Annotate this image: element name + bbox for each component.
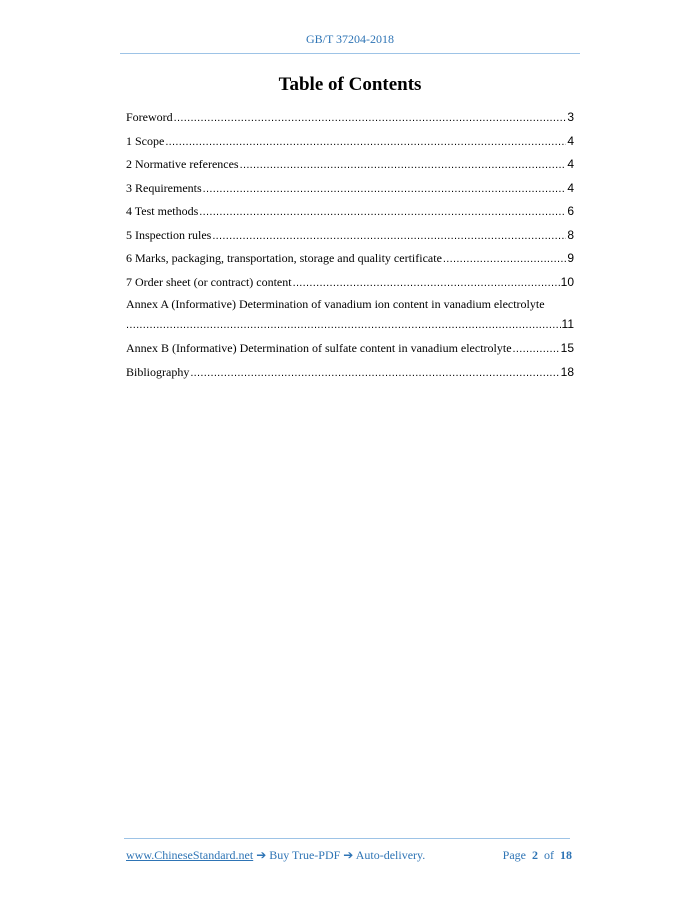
site-link[interactable]: www.ChineseStandard.net: [126, 848, 254, 862]
toc-title: Table of Contents: [278, 74, 422, 95]
toc-entry-scope[interactable]: [126, 130, 574, 154]
toc-entry-label: 6 Marks, packaging, transportation, storage and quality certificate: [126, 251, 442, 265]
toc-entry-page: 11: [561, 317, 574, 331]
dot-leader: [165, 131, 566, 154]
toc-entry-order-sheet[interactable]: [126, 271, 574, 295]
toc-entry-label: Annex B (Informative) Determination of sulfate content in vanadium electrolyte: [126, 341, 512, 355]
page-current: 2: [532, 848, 538, 862]
toc-entry-continuation: [126, 314, 574, 334]
dot-leader: [443, 248, 566, 271]
toc-entry-normative-references[interactable]: [126, 153, 574, 177]
toc-entry-bibliography[interactable]: [126, 361, 574, 385]
page-number: [503, 848, 572, 863]
toc-entry-annex-b[interactable]: [126, 337, 574, 361]
dot-leader: [174, 107, 567, 130]
toc-entry-label: 2 Normative references: [126, 157, 239, 171]
toc-entry-page: 6: [567, 204, 574, 218]
page-word: Page: [502, 848, 526, 862]
footer-rule: [124, 838, 570, 839]
dot-leader: [203, 178, 567, 201]
toc-entry-label: 7 Order sheet (or contract) content: [126, 274, 292, 289]
buy-true-pdf-text: Buy True-PDF: [269, 848, 341, 862]
toc-entry-marks-packaging[interactable]: [126, 247, 574, 271]
toc-entry-foreword[interactable]: [126, 106, 574, 130]
of-word: of: [544, 848, 554, 862]
toc-entry-page: 4: [567, 180, 574, 195]
toc-list: [126, 106, 574, 384]
footer-links: [126, 848, 425, 863]
toc-entry-label: 4 Test methods: [126, 204, 199, 218]
dot-leader: [513, 338, 560, 361]
dot-leader: [190, 362, 559, 385]
toc-entry-label: Bibliography: [126, 364, 190, 379]
toc-entry-label: Foreword: [126, 110, 173, 124]
page-header-code: GB/T 37204-2018: [305, 32, 395, 46]
toc-entry-label: Annex A (Informative) Determination of vanadium ion content in vanadium electrolyte: [126, 297, 545, 311]
toc-entry-page: 18: [560, 364, 574, 379]
toc-entry-page: 8: [567, 227, 574, 242]
dot-leader: [199, 201, 566, 224]
dot-leader: [293, 272, 560, 295]
toc-entry-page: 3: [567, 110, 574, 124]
toc-entry-requirements[interactable]: [126, 177, 574, 201]
dot-leader: [240, 154, 567, 177]
arrow-right-icon: ➔: [343, 848, 354, 862]
toc-entry-inspection-rules[interactable]: [126, 224, 574, 248]
toc-entry-annex-a[interactable]: [126, 294, 574, 337]
page-footer: [126, 848, 572, 864]
toc-entry-label: 1 Scope: [126, 133, 165, 148]
toc-entry-label: 5 Inspection rules: [126, 227, 212, 242]
auto-delivery-text: Auto-delivery.: [355, 848, 426, 862]
dot-leader: [212, 225, 566, 248]
toc-entry-page: 4: [567, 157, 574, 171]
toc-entry-page: 10: [560, 274, 574, 289]
toc-entry-page: 9: [567, 251, 574, 265]
toc-entry-test-methods[interactable]: [126, 200, 574, 224]
page-total: 18: [560, 848, 572, 862]
toc-entry-page: 15: [560, 341, 574, 355]
dot-leader: [126, 315, 561, 335]
toc-entry-label: 3 Requirements: [126, 180, 202, 195]
header-rule: [120, 53, 580, 54]
toc-entry-page: 4: [567, 133, 574, 148]
arrow-right-icon: ➔: [256, 848, 267, 862]
